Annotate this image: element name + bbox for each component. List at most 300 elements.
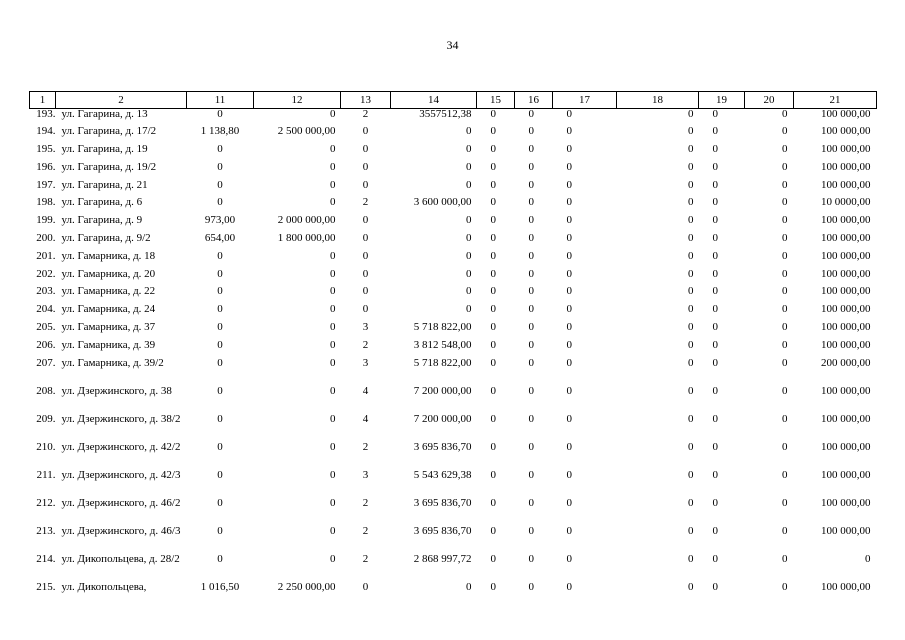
cell-col-18: 0 <box>688 552 694 565</box>
cell-col-21: 100 000,00 <box>821 249 871 262</box>
cell-col-17: 0 <box>566 496 572 509</box>
cell-col-21: 10 0000,00 <box>821 196 871 209</box>
cell-col-12: 0 <box>330 356 336 369</box>
cell-col-19: 0 <box>712 552 718 565</box>
cell-col-13: 0 <box>362 232 369 245</box>
cell-col-18: 0 <box>688 384 694 397</box>
cell-col-17: 0 <box>566 178 572 191</box>
cell-col-13: 2 <box>362 552 369 565</box>
row-number-cell: 193. <box>36 108 56 120</box>
cell-col-20: 0 <box>782 108 788 120</box>
cell-col-18: 0 <box>688 214 694 227</box>
cell-col-14: 3557512,38 <box>419 108 472 120</box>
cell-col-20: 0 <box>782 303 788 316</box>
cell-col-13: 2 <box>362 440 369 453</box>
cell-col-16: 0 <box>528 440 534 453</box>
cell-col-20: 0 <box>782 496 788 509</box>
cell-col-17: 0 <box>566 321 572 334</box>
cell-col-19: 0 <box>712 214 718 227</box>
cell-col-17: 0 <box>566 440 572 453</box>
cell-col-15: 0 <box>490 580 496 593</box>
cell-col-15: 0 <box>490 267 496 280</box>
address-cell: ул. Гамарника, д. 20 <box>61 267 156 280</box>
cell-col-21: 100 000,00 <box>821 267 871 280</box>
cell-col-17: 0 <box>566 143 572 156</box>
cell-col-15: 0 <box>490 524 496 537</box>
cell-col-16: 0 <box>528 143 534 156</box>
cell-col-14: 3 695 836,70 <box>413 524 472 537</box>
cell-col-12: 2 000 000,00 <box>277 214 336 227</box>
cell-col-20: 0 <box>782 125 788 138</box>
row-number-cell: 215. <box>36 580 56 593</box>
address-cell: ул. Гагарина, д. 17/2 <box>61 125 157 138</box>
table-row <box>30 470 877 498</box>
cell-col-21: 100 000,00 <box>821 468 871 481</box>
address-cell: ул. Гамарника, д. 18 <box>61 249 156 262</box>
cell-col-11: 0 <box>217 468 223 481</box>
cell-col-11: 0 <box>217 196 223 209</box>
cell-col-15: 0 <box>490 285 496 298</box>
cell-col-19: 0 <box>712 178 718 191</box>
cell-col-11: 0 <box>217 285 223 298</box>
cell-col-15: 0 <box>490 440 496 453</box>
cell-col-12: 0 <box>330 440 336 453</box>
cell-col-11: 0 <box>217 338 223 351</box>
cell-col-13: 2 <box>362 196 369 209</box>
cell-col-14: 0 <box>466 285 472 298</box>
cell-col-12: 0 <box>330 108 336 120</box>
cell-col-11: 0 <box>217 267 223 280</box>
address-cell: ул. Дзержинского, д. 42/3 <box>61 468 181 481</box>
cell-col-18: 0 <box>688 524 694 537</box>
cell-col-13: 0 <box>362 214 369 227</box>
cell-col-18: 0 <box>688 285 694 298</box>
cell-col-19: 0 <box>712 496 718 509</box>
cell-col-19: 0 <box>712 440 718 453</box>
cell-col-20: 0 <box>782 552 788 565</box>
cell-col-13: 0 <box>362 580 369 593</box>
row-number-cell: 194. <box>36 125 56 138</box>
table-row <box>30 442 877 470</box>
table-row <box>30 269 877 287</box>
cell-col-17: 0 <box>566 552 572 565</box>
cell-col-15: 0 <box>490 232 496 245</box>
cell-col-14: 0 <box>466 143 472 156</box>
cell-col-12: 1 800 000,00 <box>277 232 336 245</box>
cell-col-12: 0 <box>330 249 336 262</box>
row-number-cell: 212. <box>36 496 56 509</box>
column-header-17: 17 <box>553 92 617 109</box>
row-number-cell: 210. <box>36 440 56 453</box>
cell-col-15: 0 <box>490 249 496 262</box>
row-number-cell: 207. <box>36 356 56 369</box>
cell-col-11: 0 <box>217 249 223 262</box>
table-row <box>30 233 877 251</box>
address-cell: ул. Гамарника, д. 39 <box>61 338 156 351</box>
cell-col-20: 0 <box>782 384 788 397</box>
cell-col-15: 0 <box>490 196 496 209</box>
cell-col-17: 0 <box>566 303 572 316</box>
cell-col-15: 0 <box>490 125 496 138</box>
cell-col-21: 100 000,00 <box>821 232 871 245</box>
cell-col-11: 0 <box>217 384 223 397</box>
cell-col-19: 0 <box>712 196 718 209</box>
cell-col-20: 0 <box>782 232 788 245</box>
cell-col-20: 0 <box>782 524 788 537</box>
data-table <box>29 91 877 599</box>
cell-col-13: 0 <box>362 285 369 298</box>
cell-col-15: 0 <box>490 178 496 191</box>
column-header-2: 2 <box>56 92 187 109</box>
cell-col-19: 0 <box>712 321 718 334</box>
cell-col-14: 0 <box>466 232 472 245</box>
address-cell: ул. Дзержинского, д. 46/2 <box>61 496 181 509</box>
cell-col-19: 0 <box>712 384 718 397</box>
cell-col-21: 100 000,00 <box>821 214 871 227</box>
address-cell: ул. Гагарина, д. 9/2 <box>61 232 151 245</box>
cell-col-18: 0 <box>688 160 694 173</box>
cell-col-18: 0 <box>688 580 694 593</box>
cell-col-17: 0 <box>566 196 572 209</box>
cell-col-15: 0 <box>490 552 496 565</box>
cell-col-17: 0 <box>566 524 572 537</box>
cell-col-16: 0 <box>528 356 534 369</box>
cell-col-11: 0 <box>217 552 223 565</box>
column-header-18: 18 <box>617 92 699 109</box>
cell-col-15: 0 <box>490 384 496 397</box>
cell-col-19: 0 <box>712 108 718 120</box>
cell-col-11: 0 <box>217 160 223 173</box>
cell-col-20: 0 <box>782 356 788 369</box>
cell-col-12: 0 <box>330 160 336 173</box>
cell-col-14: 3 695 836,70 <box>413 496 472 509</box>
cell-col-21: 100 000,00 <box>821 440 871 453</box>
cell-col-12: 0 <box>330 552 336 565</box>
page-number: 34 <box>446 38 459 52</box>
cell-col-15: 0 <box>490 496 496 509</box>
address-cell: ул. Дзержинского, д. 42/2 <box>61 440 181 453</box>
column-header-16: 16 <box>515 92 553 109</box>
column-header-14: 14 <box>391 92 477 109</box>
cell-col-16: 0 <box>528 108 534 120</box>
table-row <box>30 304 877 322</box>
cell-col-16: 0 <box>528 524 534 537</box>
cell-col-13: 4 <box>362 412 369 425</box>
cell-col-20: 0 <box>782 143 788 156</box>
cell-col-17: 0 <box>566 160 572 173</box>
cell-col-21: 100 000,00 <box>821 321 871 334</box>
cell-col-14: 3 812 548,00 <box>413 338 472 351</box>
cell-col-20: 0 <box>782 285 788 298</box>
cell-col-13: 0 <box>362 143 369 156</box>
cell-col-20: 0 <box>782 249 788 262</box>
cell-col-12: 2 500 000,00 <box>277 125 336 138</box>
cell-col-19: 0 <box>712 160 718 173</box>
cell-col-13: 3 <box>362 356 369 369</box>
cell-col-14: 0 <box>466 249 472 262</box>
address-cell: ул. Гагарина, д. 13 <box>61 108 148 120</box>
cell-col-11: 654,00 <box>204 232 236 245</box>
cell-col-19: 0 <box>712 249 718 262</box>
address-cell: ул. Гагарина, д. 21 <box>61 178 148 191</box>
cell-col-14: 3 600 000,00 <box>413 196 472 209</box>
row-number-cell: 214. <box>36 552 56 565</box>
cell-col-13: 2 <box>362 108 369 120</box>
cell-col-18: 0 <box>688 303 694 316</box>
table-header-row <box>30 92 877 109</box>
cell-col-17: 0 <box>566 108 572 120</box>
cell-col-13: 0 <box>362 125 369 138</box>
cell-col-18: 0 <box>688 196 694 209</box>
cell-col-13: 0 <box>362 303 369 316</box>
cell-col-20: 0 <box>782 580 788 593</box>
cell-col-12: 0 <box>330 178 336 191</box>
cell-col-20: 0 <box>782 338 788 351</box>
table-row <box>30 498 877 526</box>
cell-col-18: 0 <box>688 338 694 351</box>
cell-col-11: 0 <box>217 303 223 316</box>
cell-col-21: 100 000,00 <box>821 384 871 397</box>
cell-col-11: 0 <box>217 412 223 425</box>
cell-col-14: 3 695 836,70 <box>413 440 472 453</box>
table-row <box>30 251 877 269</box>
address-cell: ул. Гагарина, д. 9 <box>61 214 143 227</box>
cell-col-14: 2 868 997,72 <box>413 552 472 565</box>
row-number-cell: 203. <box>36 285 56 298</box>
address-cell: ул. Гагарина, д. 6 <box>61 196 143 209</box>
cell-col-11: 0 <box>217 108 223 120</box>
cell-col-17: 0 <box>566 338 572 351</box>
cell-col-15: 0 <box>490 108 496 120</box>
table-row <box>30 144 877 162</box>
cell-col-14: 0 <box>466 160 472 173</box>
table-row <box>30 526 877 554</box>
address-cell: ул. Дикопольцева, <box>61 580 147 593</box>
cell-col-13: 0 <box>362 178 369 191</box>
cell-col-11: 1 016,50 <box>200 580 240 593</box>
cell-col-18: 0 <box>688 178 694 191</box>
cell-col-20: 0 <box>782 214 788 227</box>
cell-col-19: 0 <box>712 232 718 245</box>
table-row <box>30 180 877 198</box>
cell-col-20: 0 <box>782 468 788 481</box>
row-number-cell: 205. <box>36 321 56 334</box>
cell-col-15: 0 <box>490 214 496 227</box>
column-header-1: 1 <box>30 92 56 109</box>
cell-col-16: 0 <box>528 267 534 280</box>
row-number-cell: 198. <box>36 196 56 209</box>
cell-col-12: 0 <box>330 468 336 481</box>
cell-col-12: 0 <box>330 267 336 280</box>
cell-col-14: 0 <box>466 178 472 191</box>
cell-col-11: 0 <box>217 321 223 334</box>
cell-col-20: 0 <box>782 321 788 334</box>
cell-col-15: 0 <box>490 303 496 316</box>
cell-col-14: 5 718 822,00 <box>413 321 472 334</box>
cell-col-18: 0 <box>688 321 694 334</box>
cell-col-21: 100 000,00 <box>821 496 871 509</box>
cell-col-11: 973,00 <box>204 214 236 227</box>
cell-col-12: 0 <box>330 196 336 209</box>
cell-col-19: 0 <box>712 338 718 351</box>
cell-col-13: 3 <box>362 468 369 481</box>
cell-col-19: 0 <box>712 125 718 138</box>
cell-col-16: 0 <box>528 196 534 209</box>
cell-col-19: 0 <box>712 412 718 425</box>
cell-col-16: 0 <box>528 496 534 509</box>
cell-col-16: 0 <box>528 412 534 425</box>
cell-col-12: 0 <box>330 338 336 351</box>
cell-col-21: 100 000,00 <box>821 125 871 138</box>
cell-col-19: 0 <box>712 356 718 369</box>
cell-col-21: 100 000,00 <box>821 412 871 425</box>
table-row <box>30 215 877 233</box>
cell-col-21: 0 <box>865 552 871 565</box>
cell-col-18: 0 <box>688 468 694 481</box>
cell-col-12: 0 <box>330 321 336 334</box>
row-number-cell: 202. <box>36 267 56 280</box>
cell-col-18: 0 <box>688 356 694 369</box>
table-row <box>30 414 877 442</box>
address-cell: ул. Гамарника, д. 39/2 <box>61 356 164 369</box>
cell-col-19: 0 <box>712 303 718 316</box>
cell-col-13: 0 <box>362 160 369 173</box>
row-number-cell: 209. <box>36 412 56 425</box>
address-cell: ул. Дзержинского, д. 38/2 <box>61 412 181 425</box>
row-number-cell: 208. <box>36 384 56 397</box>
cell-col-12: 0 <box>330 524 336 537</box>
cell-col-14: 7 200 000,00 <box>413 412 472 425</box>
address-cell: ул. Дикопольцева, д. 28/2 <box>61 552 180 565</box>
cell-col-21: 100 000,00 <box>821 178 871 191</box>
cell-col-16: 0 <box>528 232 534 245</box>
cell-col-20: 0 <box>782 196 788 209</box>
table-row <box>30 340 877 358</box>
row-number-cell: 200. <box>36 232 56 245</box>
cell-col-13: 0 <box>362 249 369 262</box>
cell-col-20: 0 <box>782 440 788 453</box>
table-row <box>30 162 877 180</box>
cell-col-11: 0 <box>217 524 223 537</box>
cell-col-17: 0 <box>566 285 572 298</box>
cell-col-20: 0 <box>782 160 788 173</box>
cell-col-17: 0 <box>566 356 572 369</box>
cell-col-12: 0 <box>330 303 336 316</box>
cell-col-15: 0 <box>490 321 496 334</box>
cell-col-21: 200 000,00 <box>821 356 871 369</box>
address-cell: ул. Дзержинского, д. 38 <box>61 384 172 397</box>
cell-col-12: 0 <box>330 496 336 509</box>
cell-col-16: 0 <box>528 338 534 351</box>
cell-col-19: 0 <box>712 468 718 481</box>
address-cell: ул. Гагарина, д. 19/2 <box>61 160 157 173</box>
row-number-cell: 199. <box>36 214 56 227</box>
cell-col-16: 0 <box>528 580 534 593</box>
cell-col-20: 0 <box>782 267 788 280</box>
cell-col-16: 0 <box>528 552 534 565</box>
cell-col-14: 0 <box>466 214 472 227</box>
cell-col-19: 0 <box>712 143 718 156</box>
cell-col-17: 0 <box>566 249 572 262</box>
cell-col-18: 0 <box>688 232 694 245</box>
cell-col-11: 0 <box>217 440 223 453</box>
cell-col-17: 0 <box>566 412 572 425</box>
cell-col-15: 0 <box>490 143 496 156</box>
cell-col-19: 0 <box>712 267 718 280</box>
cell-col-16: 0 <box>528 468 534 481</box>
cell-col-18: 0 <box>688 249 694 262</box>
row-number-cell: 211. <box>36 468 56 481</box>
cell-col-13: 2 <box>362 338 369 351</box>
cell-col-11: 0 <box>217 143 223 156</box>
cell-col-17: 0 <box>566 214 572 227</box>
table-body <box>30 109 877 600</box>
cell-col-14: 0 <box>466 267 472 280</box>
cell-col-14: 0 <box>466 125 472 138</box>
cell-col-20: 0 <box>782 178 788 191</box>
cell-col-16: 0 <box>528 160 534 173</box>
cell-col-21: 100 000,00 <box>821 285 871 298</box>
cell-col-17: 0 <box>566 232 572 245</box>
table-row <box>30 286 877 304</box>
cell-col-15: 0 <box>490 412 496 425</box>
cell-col-18: 0 <box>688 412 694 425</box>
column-header-12: 12 <box>254 92 341 109</box>
cell-col-17: 0 <box>566 384 572 397</box>
cell-col-12: 0 <box>330 143 336 156</box>
cell-col-21: 100 000,00 <box>821 160 871 173</box>
cell-col-11: 0 <box>217 496 223 509</box>
address-cell: ул. Гамарника, д. 37 <box>61 321 156 334</box>
address-cell: ул. Гагарина, д. 19 <box>61 143 148 156</box>
cell-col-13: 4 <box>362 384 369 397</box>
cell-col-14: 0 <box>466 580 472 593</box>
cell-col-15: 0 <box>490 338 496 351</box>
cell-col-16: 0 <box>528 285 534 298</box>
table-row <box>30 322 877 340</box>
cell-col-18: 0 <box>688 440 694 453</box>
column-header-15: 15 <box>477 92 515 109</box>
cell-col-18: 0 <box>688 108 694 120</box>
cell-col-13: 3 <box>362 321 369 334</box>
cell-col-18: 0 <box>688 496 694 509</box>
column-header-20: 20 <box>745 92 794 109</box>
cell-col-13: 2 <box>362 496 369 509</box>
row-number-cell: 196. <box>36 160 56 173</box>
column-header-11: 11 <box>187 92 254 109</box>
cell-col-18: 0 <box>688 143 694 156</box>
column-header-21: 21 <box>794 92 877 109</box>
table-row <box>30 554 877 582</box>
cell-col-12: 2 250 000,00 <box>277 580 336 593</box>
cell-col-16: 0 <box>528 384 534 397</box>
cell-col-21: 100 000,00 <box>821 108 871 120</box>
cell-col-11: 1 138,80 <box>200 125 240 138</box>
table-row <box>30 126 877 144</box>
table-row <box>30 197 877 215</box>
cell-col-13: 2 <box>362 524 369 537</box>
cell-col-14: 5 543 629,38 <box>413 468 472 481</box>
cell-col-14: 5 718 822,00 <box>413 356 472 369</box>
table-row <box>30 582 877 600</box>
cell-col-13: 0 <box>362 267 369 280</box>
cell-col-14: 7 200 000,00 <box>413 384 472 397</box>
cell-col-19: 0 <box>712 285 718 298</box>
cell-col-12: 0 <box>330 412 336 425</box>
cell-col-14: 0 <box>466 303 472 316</box>
row-number-cell: 201. <box>36 249 56 262</box>
table-row <box>30 386 877 414</box>
